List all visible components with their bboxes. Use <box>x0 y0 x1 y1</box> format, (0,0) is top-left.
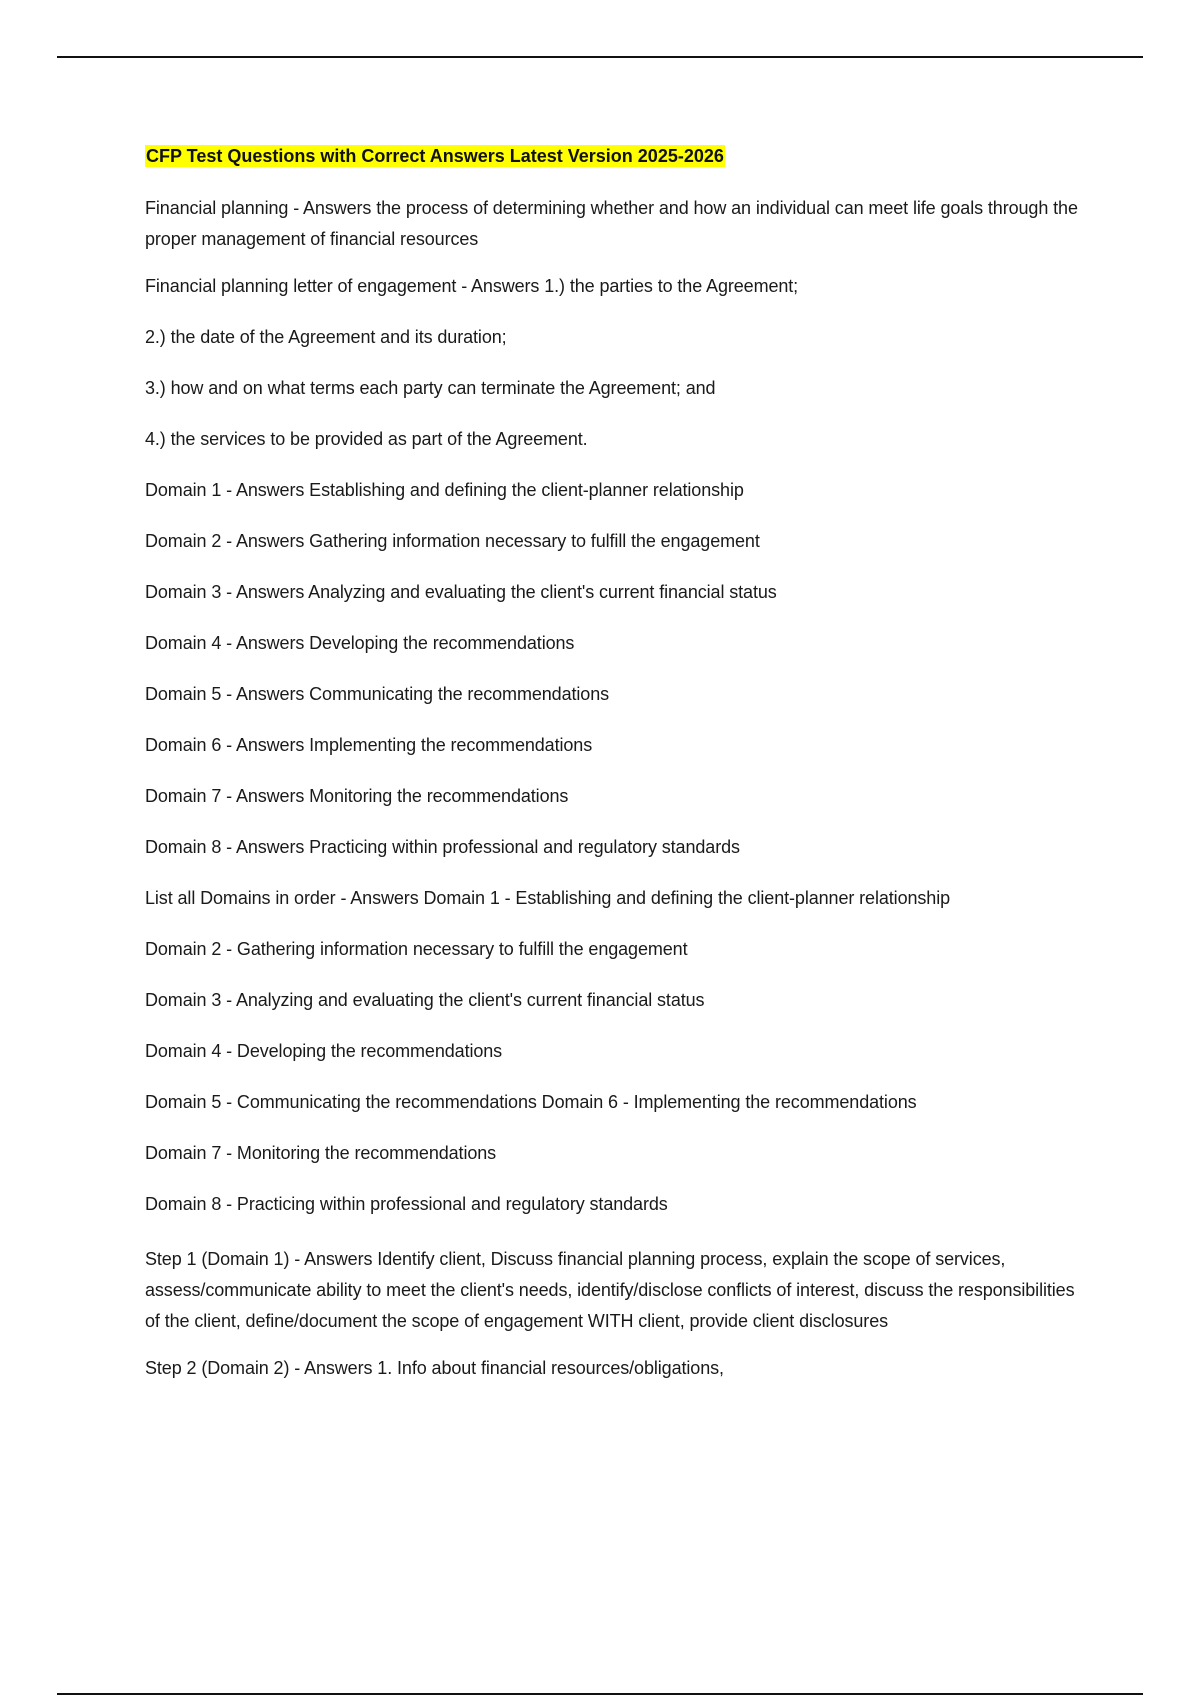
paragraph-domain-1: Domain 1 - Answers Establishing and defining the client-planner relationship <box>145 480 744 500</box>
paragraph-engagement-item-4: 4.) the services to be provided as part of the Agreement. <box>145 429 588 449</box>
paragraph-domain-2: Domain 2 - Answers Gathering information necessary to fulfill the engagement <box>145 531 760 551</box>
paragraph-engagement-item-2: 2.) the date of the Agreement and its duration; <box>145 327 507 347</box>
footer-rule <box>57 1693 1143 1695</box>
document-page <box>145 145 1080 1408</box>
paragraph-list-domain-4: Domain 4 - Developing the recommendations <box>145 1041 503 1061</box>
paragraph-domain-8: Domain 8 - Answers Practicing within professional and regulatory standards <box>145 837 740 857</box>
paragraph-list-domain-7: Domain 7 - Monitoring the recommendations <box>145 1143 497 1163</box>
paragraph-step-1: Step 1 (Domain 1) - Answers Identify client, Discuss financial planning process, explain the scope of services, assess/communicate ability to meet the client's needs, identify/disclose conflicts of interest, discuss the responsibilities of the client, define/document the scope of engagement WITH client, provide client disclosures <box>145 1249 1075 1331</box>
document-title: CFP Test Questions with Correct Answers Latest Version 2025-2026 <box>146 146 724 166</box>
paragraph-domain-6: Domain 6 - Answers Implementing the recommendations <box>145 735 593 755</box>
paragraph-engagement-item-3: 3.) how and on what terms each party can terminate the Agreement; and <box>145 378 716 398</box>
paragraph-domain-5: Domain 5 - Answers Communicating the recommendations <box>145 684 610 704</box>
paragraph-financial-planning: Financial planning - Answers the process of determining whether and how an individual can meet life goals through the proper management of financial resources <box>145 198 1078 249</box>
paragraph-letter-of-engagement: Financial planning letter of engagement - Answers 1.) the parties to the Agreement; <box>145 276 799 296</box>
header-rule <box>57 56 1143 58</box>
paragraph-domain-3: Domain 3 - Answers Analyzing and evaluating the client's current financial status <box>145 582 777 602</box>
paragraph-list-domain-8: Domain 8 - Practicing within professional and regulatory standards <box>145 1194 668 1214</box>
paragraph-step-2: Step 2 (Domain 2) - Answers 1. Info about financial resources/obligations, <box>145 1358 724 1378</box>
paragraph-list-domain-2: Domain 2 - Gathering information necessary to fulfill the engagement <box>145 939 688 959</box>
paragraph-list-domain-3: Domain 3 - Analyzing and evaluating the client's current financial status <box>145 990 705 1010</box>
paragraph-domain-4: Domain 4 - Answers Developing the recommendations <box>145 633 575 653</box>
paragraph-domain-7: Domain 7 - Answers Monitoring the recommendations <box>145 786 569 806</box>
paragraph-list-domains: List all Domains in order - Answers Domain 1 - Establishing and defining the client-planner relationship <box>145 888 951 908</box>
paragraph-list-domain-5-6: Domain 5 - Communicating the recommendations Domain 6 - Implementing the recommendations <box>145 1092 917 1112</box>
